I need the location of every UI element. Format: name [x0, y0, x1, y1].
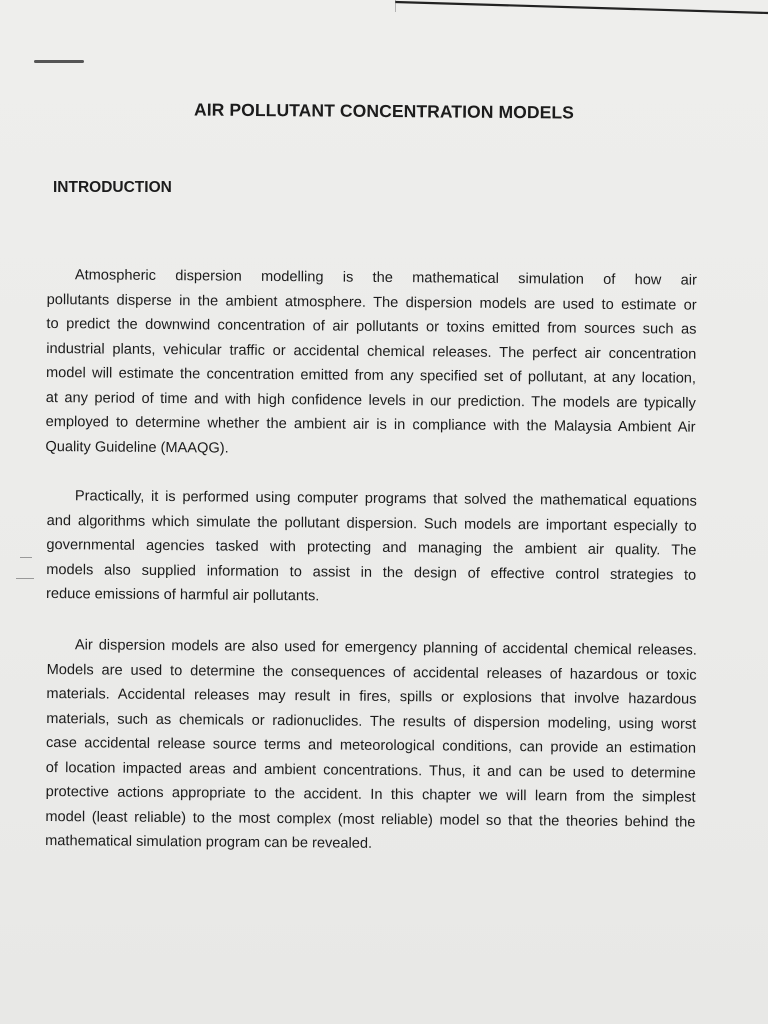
margin-mark — [34, 60, 84, 63]
paragraph-line: employed to determine whether the ambient air is in compliance with the Malaysia Ambient Air — [45, 413, 696, 436]
section-heading: INTRODUCTION — [53, 179, 172, 196]
paragraph-1 — [45, 263, 697, 465]
paragraph-line: industrial plants, vehicular traffic or accidental chemical releases. The perfect air concentration — [46, 340, 697, 363]
paragraph-line: to predict the downwind concentration of air pollutants or toxins emitted from sources such as — [46, 315, 697, 338]
paragraph-line: reduce emissions of harmful air pollutants. — [45, 585, 320, 605]
paragraph-2 — [46, 484, 697, 612]
paragraph-line: Air dispersion models are also used for emergency planning of accidental chemical releases. — [74, 637, 697, 659]
paragraph-line: model will estimate the concentration emitted from any specified set of pollutant, at any location, — [45, 364, 697, 387]
paragraph-line: mathematical simulation program can be revealed. — [45, 832, 373, 852]
paragraph-line: Models are used to determine the consequences of accidental releases of hazardous or toxic — [46, 661, 697, 684]
page-edge-rule — [395, 0, 768, 18]
paragraph-line: governmental agencies tasked with protecting and managing the ambient air quality. The — [46, 536, 697, 559]
paragraph-line: at any period of time and with high confidence levels in our prediction. The models are typically — [45, 389, 696, 412]
document-title: AIR POLLUTANT CONCENTRATION MODELS — [193, 99, 575, 123]
margin-tick — [16, 578, 34, 579]
paragraph-line: Atmospheric dispersion modelling is the mathematical simulation of how air — [74, 267, 697, 289]
paragraph-line: model (least reliable) to the most complex (most reliable) model so that the theories behind the — [45, 808, 696, 831]
paragraph-3 — [45, 633, 697, 859]
paragraph-line: materials, such as chemicals or radionuclides. The results of dispersion modeling, using worst — [46, 710, 697, 733]
paragraph-line: models also supplied information to assist in the design of effective control strategies to — [46, 561, 697, 584]
margin-tick — [20, 557, 32, 558]
paragraph-line: materials. Accidental releases may result in fires, spills or explosions that involve hazardous — [46, 685, 697, 708]
paragraph-line: protective actions appropriate to the accident. In this chapter we will learn from the simplest — [45, 783, 696, 806]
paragraph-line: Practically, it is performed using computer programs that solved the mathematical equations — [74, 488, 697, 510]
paragraph-line: pollutants disperse in the ambient atmosphere. The dispersion models are used to estimate or — [46, 291, 697, 314]
paragraph-line: case accidental release source terms and meteorological conditions, can provide an estimation — [45, 734, 697, 757]
paragraph-line: and algorithms which simulate the pollutant dispersion. Such models are important especially to — [46, 512, 697, 535]
paragraph-line: Quality Guideline (MAAQG). — [45, 438, 229, 457]
paragraph-line: of location impacted areas and ambient concentrations. Thus, it and can be used to determine — [45, 759, 696, 782]
